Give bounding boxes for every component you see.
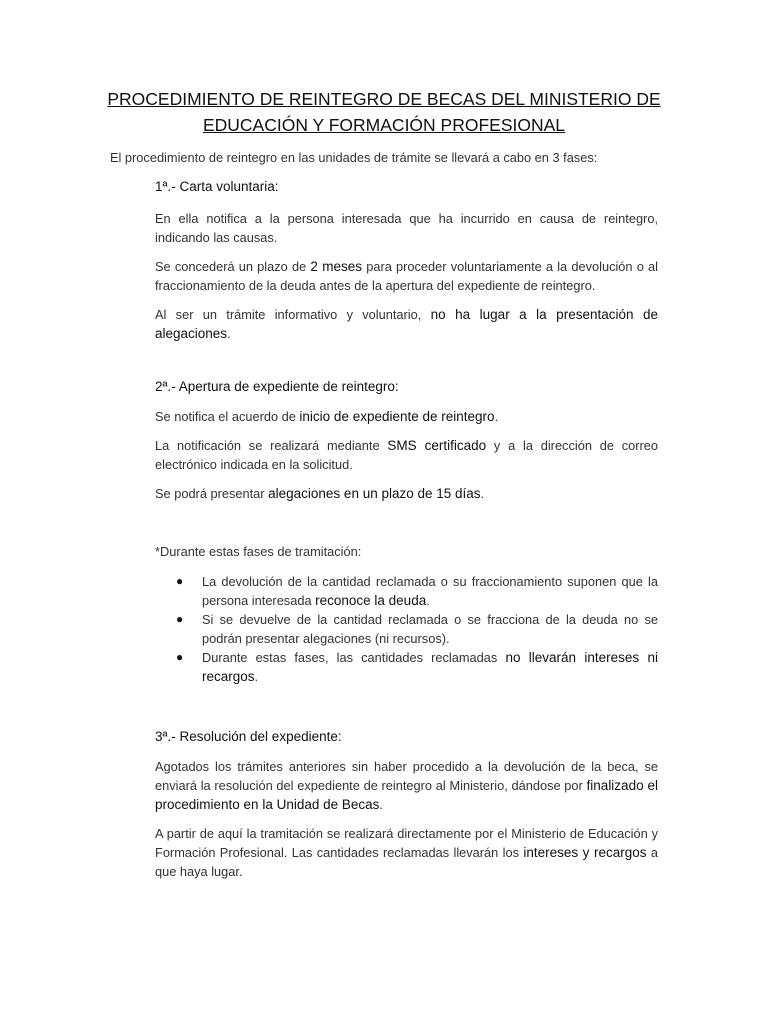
- list-item: ● La devolución de la cantidad reclamada o su fraccionamiento suponen que la persona interesada reconoce la deuda.: [176, 574, 658, 608]
- phase-3-paragraph-1: Agotados los trámites anteriores sin haber procedido a la devolución de la beca, se enviará la resolución del expediente de reintegro al Ministerio, dándose por finalizado el procedimiento en la Unidad de Becas.: [155, 759, 659, 812]
- phase-3-section: [155, 728, 658, 881]
- highlight-finalizado-procedimiento: finalizado el procedimiento en la Unidad de Becas: [155, 778, 659, 812]
- tramitacion-note: *Durante estas fases de tramitación:: [155, 544, 362, 559]
- highlight-intereses-recargos: intereses y recargos: [523, 845, 647, 860]
- phase-3-heading: 3ª.- Resolución del expediente:: [155, 729, 342, 744]
- document-title: [100, 86, 668, 138]
- highlight-sms-certificado: SMS certificado: [387, 438, 487, 453]
- phase-1-heading: 1ª.- Carta voluntaria:: [155, 179, 279, 194]
- phase-1-paragraph-3: Al ser un trámite informativo y voluntario, no ha lugar a la presentación de alegaciones.: [155, 307, 659, 341]
- phase-2-paragraph-2: La notificación se realizará mediante SMS certificado y a la dirección de correo electrónico indicada en la solicitud.: [155, 438, 658, 472]
- bullet-icon: ●: [176, 574, 184, 588]
- highlight-inicio-expediente: inicio de expediente de reintegro: [299, 409, 495, 424]
- phase-3-paragraph-2: A partir de aquí la tramitación se realizará directamente por el Ministerio de Educación y Formación Profesional. Las cantidades reclamadas llevarán los intereses y recargos a que haya lugar.: [155, 826, 658, 879]
- phase-2-heading: 2ª.- Apertura de expediente de reintegro:: [155, 379, 399, 394]
- highlight-no-alegaciones: no ha lugar a la presentación de alegaciones: [155, 307, 659, 341]
- title-line-2: EDUCACIÓN Y FORMACIÓN PROFESIONAL: [202, 115, 566, 135]
- phase-1-paragraph-2: Se concederá un plazo de 2 meses para proceder voluntariamente a la devolución o al fraccionamiento de la deuda antes de la apertura del expediente de reintegro.: [155, 259, 658, 293]
- phase-1-paragraph-1: En ella notifica a la persona interesada que ha incurrido en causa de reintegro, indicando las causas.: [155, 211, 658, 245]
- intro-paragraph: El procedimiento de reintegro en las unidades de trámite se llevará a cabo en 3 fases:: [110, 150, 598, 165]
- bullet-icon: ●: [176, 650, 184, 664]
- highlight-no-intereses: no llevarán intereses ni recargos: [202, 650, 658, 684]
- title-line-1: PROCEDIMIENTO DE REINTEGRO DE BECAS DEL MINISTERIO DE: [107, 89, 661, 109]
- list-item: ● Durante estas fases, las cantidades reclamadas no llevarán intereses ni recargos.: [176, 650, 658, 684]
- phase-2-section: [155, 378, 658, 503]
- phase-1-section: [155, 178, 658, 343]
- tramitacion-bullet-list: [176, 572, 658, 686]
- highlight-2-meses: 2 meses: [310, 259, 363, 274]
- bullet-icon: ●: [176, 612, 184, 626]
- list-item: ● Si se devuelve de la cantidad reclamada o se fracciona de la deuda no se podrán presentar alegaciones (ni recursos).: [176, 612, 658, 646]
- highlight-plazo-15-dias: alegaciones en un plazo de 15 días: [268, 486, 481, 501]
- phase-2-paragraph-1: Se notifica el acuerdo de inicio de expediente de reintegro.: [155, 409, 499, 424]
- highlight-reconoce-deuda: reconoce la deuda: [315, 593, 427, 608]
- phase-2-paragraph-3: Se podrá presentar alegaciones en un plazo de 15 días.: [155, 486, 485, 501]
